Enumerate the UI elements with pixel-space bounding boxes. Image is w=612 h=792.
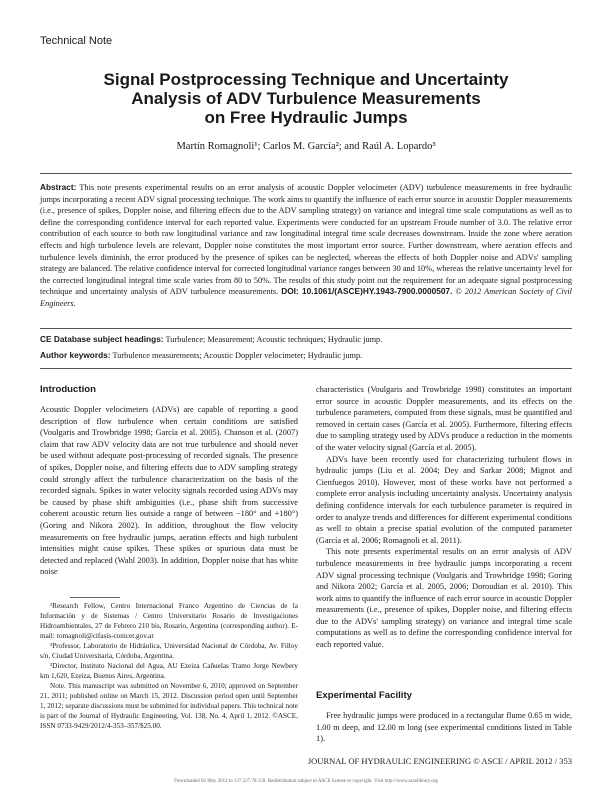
subject-headings (40, 334, 572, 344)
right-paragraph-3: This note presents experimental results on an error analysis of ADV turbulence measurements in free hydraulic jumps incorporating a recent ADV signal processing technique (Voulgaris and Trowbridge 1998; Goring and Nikora 2002; García et al. 2005, 2006; Doroudian et al. 2010). This work aims to quantify the influence of each error source in acoustic Doppler measurements (i.e., presence of spikes, Doppler noise, and filtering effects due to the ADVs' sampling strategy) on variance and integral time scale computations as well as to define the corresponding confidence interval for each reported value. (316, 547, 572, 650)
author-keywords-label: Author keywords: (40, 350, 111, 360)
doi-link[interactable]: DOI: 10.1061/(ASCE)HY.1943-7900.0000507. (281, 286, 453, 297)
introduction-text (40, 404, 298, 578)
divider-keywords (40, 368, 572, 369)
subject-headings-label: CE Database subject headings: (40, 334, 164, 344)
title-line-3: on Free Hydraulic Jumps (204, 108, 408, 127)
copyright: © 2012 American Society of Civil Engineers. (40, 287, 572, 308)
divider-abstract (40, 328, 572, 329)
footnote-3: ³Director, Instituto Nacional del Agua, AU Ezeiza Cañuelas Tramo Jorge Newbery km 1,620, Ezeiza, Buenos Aires, Argentina. (40, 662, 298, 680)
title-line-1: Signal Postprocessing Technique and Uncertainty (103, 70, 509, 89)
subject-headings-value: Turbulence; Measurement; Acoustic techniques; Hydraulic jump. (165, 335, 383, 344)
experimental-facility-text (316, 710, 572, 745)
abstract-body: This note presents experimental results on an error analysis of acoustic Doppler velocimeter (ADV) turbulence measurements in free hydraulic jumps incorporating a recent ADV signal processing technique. The work aims to quantify the influence of each error source in acoustic Doppler measurements (i.e., presence of spikes, Doppler noise, and filtering effects due to the ADV sampling strategy) on variance and integral time scale computations as well as to define the corresponding confidence interval for each reported value. Experiments were conducted for an upstream Froude number of 3.0. The relative error contribution of each source to both raw longitudinal variance and raw longitudinal integral time scale decreases downstream. Inside the zone where aeration effects and high turbulence levels are relevant, Doppler noise constitutes the most important error source. Further downstream, where aeration effects and turbulence levels diminish, the error produced by the presence of spikes can be neglected, whereas the effects of both Doppler noise and ADVs' sampling strategy are balanced. The relative confidence interval for corrected longitudinal variance ranges between 30 and 10%, whereas the relative uncertainty level for the corrected longitudinal integral time scale varies from 80 to 50%. The results of this study point out the requirement for an adequate signal postprocessing technique and uncertainty analysis of ADV turbulence measurements. (40, 183, 572, 297)
right-column-text (316, 384, 572, 651)
footnote-rule (70, 597, 120, 598)
download-notice: Downloaded 02 May 2012 to 137.227.78.150. Redistribution subject to ASCE license or copyright. Visit http://www.ascelibrary.org (174, 779, 438, 784)
paper-title (40, 70, 572, 127)
page-footer: JOURNAL OF HYDRAULIC ENGINEERING © ASCE / APRIL 2012 / 353 (307, 756, 572, 766)
section-label: Technical Note (40, 35, 113, 47)
right-paragraph-2: ADVs have been recently used for characterizing turbulent flows in hydraulic jumps (Liu et al. 2004; Dey and Sarkar 2008; Mignot and Cienfuegos 2010). However, most of these works have not performed a complete error analysis including uncertainty analysis. Uncertainty analysis defining confidence intervals for each turbulence parameter is required in order to analyze trends and differences for different experimental conditions as well to obtain a precise spatial evolution of the computed parameter (García et al. 2006; Romagnoli et al. 2011). (316, 454, 572, 545)
abstract (40, 182, 572, 310)
footnotes (40, 601, 298, 731)
footnote-note: Note. This manuscript was submitted on November 6, 2010; approved on September 21, 2011; published online on March 15, 2012. Discussion period open until September 1, 2012; separate discussions must be submitted for individual papers. This technical note is part of the Journal of Hydraulic Engineering, Vol. 138, No. 4, April 1, 2012. ©ASCE, ISSN 0733-9429/2012/4-353–357/$25.00. (40, 682, 298, 730)
footnote-1: ¹Research Fellow, Centro Internacional Franco Argentino de Ciencias de la Información y de Sistemas / Centro Universitario Rosario de Investigaciones Hidroambientales, 27 de Febrero 210 bis, Rosario, Argentina (corresponding author). E-mail: romagnoli@cifasis-conicet.gov.ar (40, 602, 298, 640)
right-paragraph-4: Free hydraulic jumps were produced in a rectangular flume 0.65 m wide, 1.00 m deep, and 12.00 m long (see experimental conditions listed in Table 1). (316, 711, 572, 744)
authors: Martín Romagnoli¹; Carlos M. García²; and Raúl A. Lopardo³ (176, 141, 436, 152)
author-keywords-value: Turbulence measurements; Acoustic Doppler velocimeter; Hydraulic jump. (112, 351, 363, 360)
footnote-2: ²Professor, Laboratorio de Hidráulica, Universidad Nacional de Córdoba, Av. Filloy s/n, Ciudad Universitaria, Córdoba, Argentina. (40, 642, 298, 660)
divider-top (40, 173, 572, 174)
author-keywords (40, 350, 572, 360)
introduction-heading: Introduction (40, 384, 96, 395)
experimental-facility-heading: Experimental Facility (316, 690, 412, 701)
right-paragraph-1: characteristics (Voulgaris and Trowbridge 1998) constitutes an important error source in acoustic Doppler measurements, and its effects on the turbulence parameters, computed from these signals, must be quantified and removed in certain cases (García et al. 2005). Furthermore, filtering effects due to sampling strategy used by ADVs produce a reduction in the moments of the water velocity signal (García et al. 2005). (316, 385, 572, 452)
abstract-label: Abstract: (40, 182, 77, 192)
introduction-paragraph: Acoustic Doppler velocimeters (ADVs) are capable of reporting a good description of flow turbulence when certain conditions are satisfied (Voulgaris and Trowbridge 1998; García et al. 2005). Chanson et al. (2007) claim that raw ADV velocity data are not true turbulence and should never be used without adequate post-processing of recorded signals. The presence of spikes, Doppler noise, and filtering effects due to ADV sampling strategy could strongly affect the turbulence characterization on the basis of the recorded signals. Spikes in water velocity signals recorded using ADVs may be caused by phase shift ambiguities (i.e., phase shift from successive coherent acoustic return lies outside a range of between −180° and +180°) (Goring and Nikora 2002). In addition, throughout the flow velocity measurements on free hydraulic jumps, aeration effects and high turbulent intensities might cause spikes. These spikes or spurious data must be detected and replaced (Wahl 2003). In addition, Doppler noise that has white noise (40, 405, 298, 577)
title-line-2: Analysis of ADV Turbulence Measurements (131, 89, 481, 108)
